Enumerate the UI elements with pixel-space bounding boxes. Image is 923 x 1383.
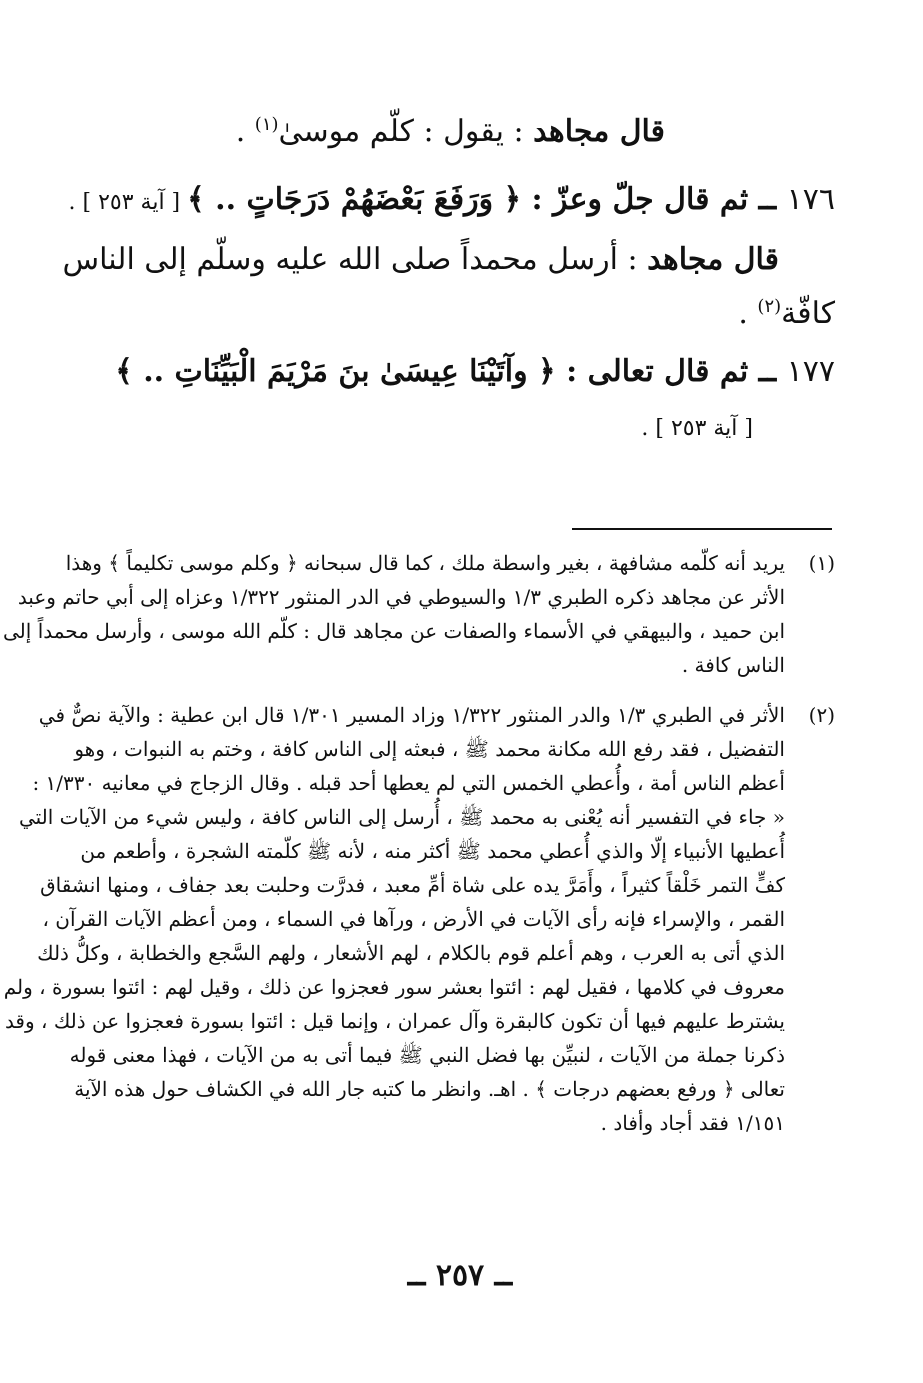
footnote-1-line-1: يريد أنه كلّمه مشافهة ، بغير واسطة ملك ، كما قال سبحانه ﴿ وكلم موسى تكليماً ﴾ وهذا xyxy=(65,551,785,575)
entry-number-176: ١٧٦ xyxy=(786,182,835,217)
footnote-2-line-2: التفضيل ، فقد رفع الله مكانة محمد ﷺ ، فبعثه إلى الناس كافة ، وختم به النبوات ، وهو xyxy=(74,737,785,761)
footnote-2-line-5: أُعطيها الأنبياء إلّا والذي أُعطي محمد ﷺ أكثر منه ، لأنه ﷺ كلّمته الشجرة ، وأطعم من xyxy=(80,839,785,863)
footnote-1-line-2: الأثر عن مجاهد ذكره الطبري ١/٣ والسيوطي في الدر المنثور ١/٣٢٢ وعزاه إلى أبي حاتم وعبد xyxy=(17,585,785,609)
footnote-2-line-10: يشترط عليهم فيها أن تكون كالبقرة وآل عمران ، وإنما قيل : ائتوا بسورة فعجزوا عن ذلك ، وقد xyxy=(4,1009,785,1033)
speaker-mujahid: قال مجاهد xyxy=(647,242,779,277)
footnote-2-line-4: « جاء في التفسير أنه يُعْنى به محمد ﷺ ، أُرسل إلى الناس كافة ، وليس شيء من الآيات التي xyxy=(18,805,785,829)
footnote-marker-2: (٢) xyxy=(808,703,835,727)
footnote-marker-1: (١) xyxy=(808,551,835,575)
entry-lead: ــ ثم قال تعالى : xyxy=(555,354,787,389)
speaker-mujahid: قال مجاهد xyxy=(533,114,665,149)
main-line-6 xyxy=(453,412,753,446)
footnote-2-line-6: كفٍّ التمر خَلْقاً كثيراً ، وأَمَرَّ يده على شاة أمِّ معبد ، فدرَّت وحلبت بعد جفاف ، ومنها انشقاق xyxy=(40,873,785,897)
quran-verse: ﴿ وآتَيْنَا عِيسَىٰ بنَ مَرْيَمَ الْبَيِّنَاتِ .. ﴾ xyxy=(115,354,556,389)
footnote-2-line-9: معروف في كلامها ، فقيل لهم : ائتوا بعشر سور فعجزوا عن ذلك ، وقيل لهم : ائتوا بسورة ، ولم xyxy=(3,975,785,999)
footnote-1-line-3: ابن حميد ، والبيهقي في الأسماء والصفات عن مجاهد قال : كلّم الله موسى ، وأرسل محمداً إلى xyxy=(3,619,785,643)
footnote-2-line-12: تعالى ﴿ ورفع بعضهم درجات ﴾ . اهـ. وانظر ما كتبه جار الله في الكشاف حول هذه الآية xyxy=(74,1077,785,1101)
footnote-2-line-11: ذكرنا جملة من الآيات ، لنبيِّن بها فضل النبي ﷺ فيما أتى به من الآيات ، فهذا معنى قوله xyxy=(69,1043,785,1067)
entry-176 xyxy=(68,180,835,222)
footnote-2-line-8: الذي أتى به العرب ، وهم أعلم قوم بالكلام ، لهم الأشعار ، ولهم السَّجع والخطابة ، وكلُّ ذلك xyxy=(37,941,785,965)
footnote-2-line-13: ١/١٥١ فقد أجاد وأفاد . xyxy=(600,1111,785,1135)
footnote-separator xyxy=(572,528,832,530)
footnote-ref-1: (١) xyxy=(254,114,279,135)
main-line-4: كافّة$^{(٢)}$ . xyxy=(738,296,835,331)
footnote-ref-2: (٢) xyxy=(757,296,782,317)
footnote-2-line-1: الأثر في الطبري ١/٣ والدر المنثور ١/٣٢٢ وزاد المسير ١/٣٠١ قال ابن عطية : والآية نصٌّ في xyxy=(38,703,785,727)
entry-177 xyxy=(75,352,835,394)
verse-reference: [ آية ٢٥٣ ] . xyxy=(68,190,188,215)
main-line-1: قال مجاهد : يقول : كلّم موسىٰ$^{(١)}$ . xyxy=(235,114,665,149)
footnote-1-line-4: الناس كافة . xyxy=(681,653,785,677)
entry-number-177: ١٧٧ xyxy=(786,354,835,389)
footnote-2-line-7: القمر ، والإسراء فإنه رأى الآيات في الأرض ، ورآها في السماء ، ومن أعظم الآيات القرآن ، xyxy=(42,907,785,931)
page-number: ــ ٢٥٧ ــ xyxy=(407,1258,513,1293)
footnote-2-line-3: أعظم الناس أمة ، وأُعطي الخمس التي لم يعطها أحد قبله . وقال الزجاج في معانيه ١/٣٣٠ : xyxy=(32,771,785,795)
entry-lead: ــ ثم قال جلّ وعزّ : xyxy=(521,182,787,217)
main-line-3: قال مجاهد : أرسل محمداً صلى الله عليه وسلّم إلى الناس xyxy=(62,242,779,277)
verse-reference: [ آية ٢٥٣ ] . xyxy=(641,416,753,441)
quran-verse: ﴿ وَرَفَعَ بَعْضَهُمْ دَرَجَاتٍ .. ﴾ xyxy=(187,182,522,217)
